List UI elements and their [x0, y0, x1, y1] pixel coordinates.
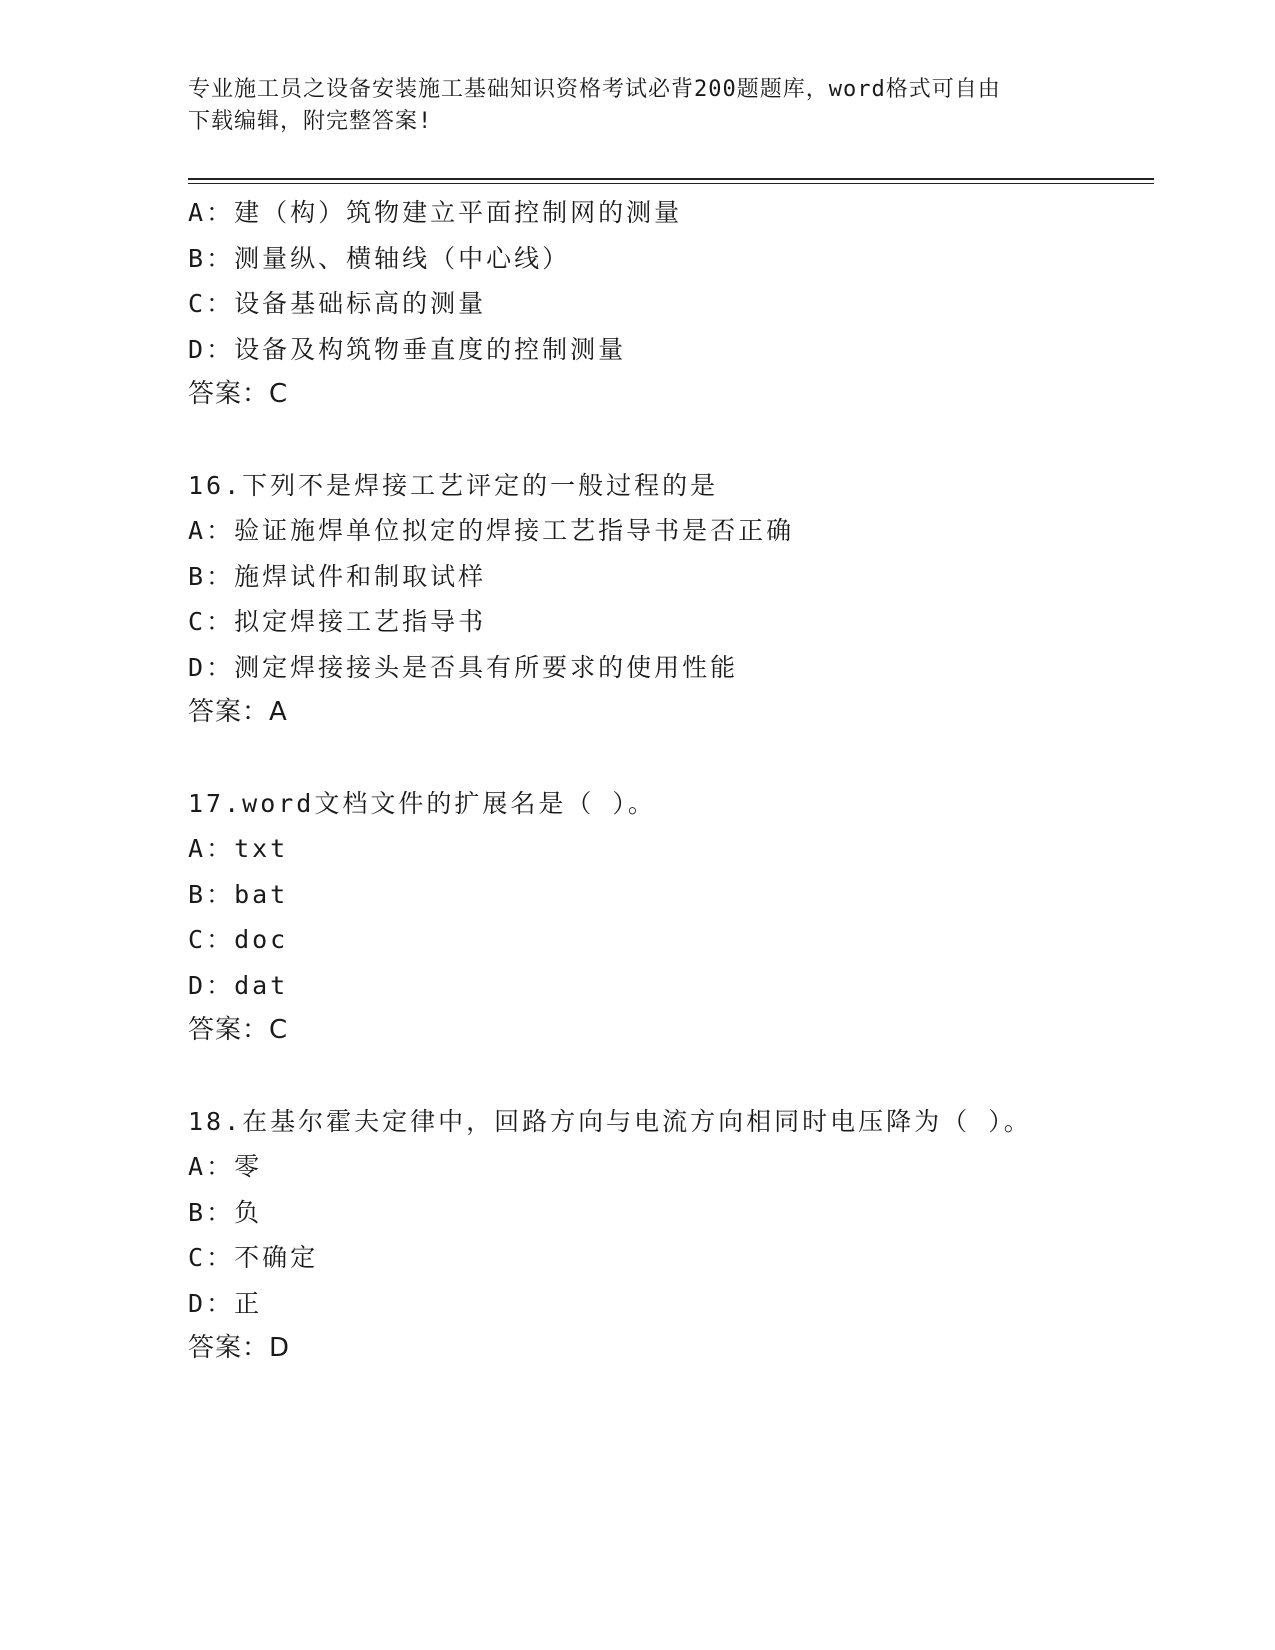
document-header [188, 74, 1088, 138]
header-divider [188, 178, 1154, 184]
option-d: D：正 [188, 1288, 263, 1318]
question-text: 17.word文档文件的扩展名是（ ）。 [188, 788, 656, 818]
option-a: A：建（构）筑物建立平面控制网的测量 [188, 198, 683, 227]
header-line-2: 下载编辑，附完整答案! [188, 109, 433, 134]
spacer [188, 1054, 1148, 1099]
option-c: C：doc [188, 925, 289, 954]
question-block-15 [188, 190, 1148, 418]
answer-line: 答案：D [188, 1333, 291, 1363]
option-c: C：拟定焊接工艺指导书 [188, 607, 487, 636]
question-block-16 [188, 463, 1148, 736]
option-a: A：txt [188, 834, 289, 863]
option-a: A：零 [188, 1152, 263, 1181]
option-d: D：设备及构筑物垂直度的控制测量 [188, 334, 627, 364]
option-b: B：bat [188, 879, 289, 909]
option-c: C：设备基础标高的测量 [188, 289, 487, 318]
question-text: 16.下列不是焊接工艺评定的一般过程的是 [188, 470, 719, 500]
spacer [188, 418, 1148, 463]
option-d: D：测定焊接接头是否具有所要求的使用性能 [188, 652, 739, 682]
answer-line: 答案：C [188, 1015, 289, 1045]
option-b: B：负 [188, 1197, 263, 1227]
option-b: B：测量纵、横轴线（中心线） [188, 243, 571, 273]
question-text: 18.在基尔霍夫定律中，回路方向与电流方向相同时电压降为（ ）。 [188, 1106, 1032, 1136]
question-content [188, 190, 1148, 1372]
answer-line: 答案：A [188, 697, 288, 727]
answer-line: 答案：C [188, 379, 289, 409]
option-b: B：施焊试件和制取试样 [188, 561, 487, 591]
question-block-17 [188, 781, 1148, 1054]
document-page [188, 0, 1148, 1650]
question-block-18 [188, 1099, 1148, 1372]
option-a: A：验证施焊单位拟定的焊接工艺指导书是否正确 [188, 516, 795, 545]
option-c: C：不确定 [188, 1243, 319, 1272]
header-line-1: 专业施工员之设备安装施工基础知识资格考试必背200题题库，word格式可自由 [188, 77, 1001, 102]
spacer [188, 736, 1148, 781]
option-d: D：dat [188, 970, 289, 1000]
